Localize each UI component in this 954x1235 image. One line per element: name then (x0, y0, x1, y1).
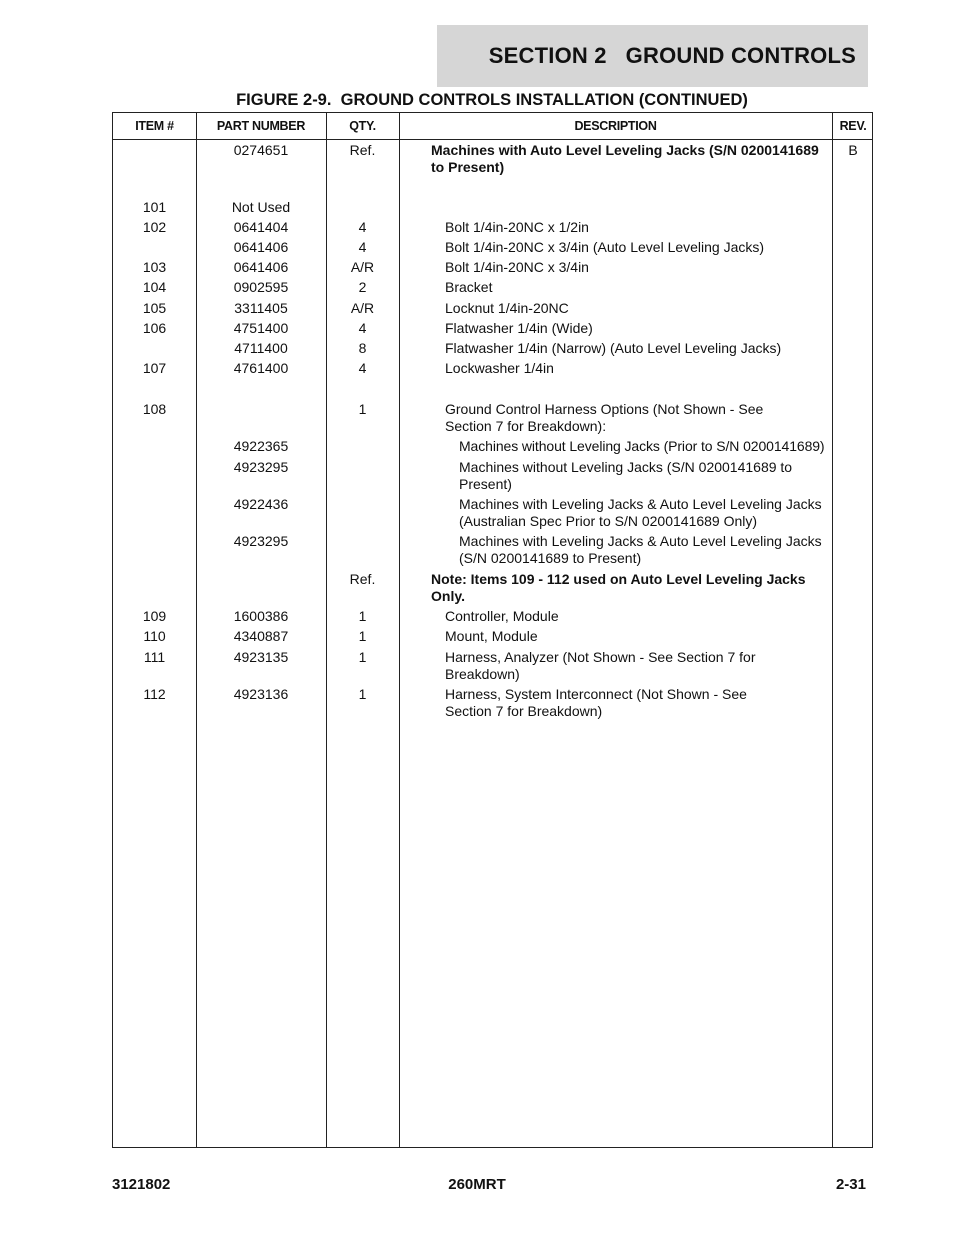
table-row (113, 219, 874, 239)
description-cell: Lockwasher 1/4in (445, 360, 554, 376)
item-cell: 102 (142, 219, 167, 235)
qty-cell: 1 (358, 686, 367, 702)
description-cell: Note: Items 109 - 112 used on Auto Level Leveling Jacks Only. (431, 571, 806, 604)
description-cell: Controller, Module (445, 608, 559, 624)
header-description: DESCRIPTION (574, 119, 657, 133)
section-title: SECTION 2 GROUND CONTROLS (488, 43, 856, 68)
item-cell: 107 (142, 360, 167, 376)
item-cell: 108 (142, 401, 167, 417)
qty-cell: 1 (358, 608, 367, 624)
description-cell: Bolt 1/4in-20NC x 3/4in (Auto Level Leveling Jacks) (445, 239, 765, 255)
qty-cell: 4 (358, 219, 367, 235)
description-cell: Machines with Auto Level Leveling Jacks (S/N 0200141689 to Present) (431, 142, 819, 175)
qty-cell: 1 (358, 401, 367, 417)
qty-cell: 4 (358, 360, 367, 376)
description-cell: Locknut 1/4in-20NC (445, 300, 569, 316)
table-row (113, 142, 874, 199)
table-row (113, 533, 874, 571)
qty-cell: Ref. (349, 571, 376, 587)
part-number-cell: 4922365 (233, 438, 289, 454)
description-cell: Bracket (445, 279, 493, 295)
qty-cell: 8 (358, 340, 367, 356)
item-cell: 106 (142, 320, 167, 336)
qty-cell: 1 (358, 628, 367, 644)
item-cell: 101 (142, 199, 167, 215)
parts-table (112, 112, 873, 1148)
figure-title: FIGURE 2-9. GROUND CONTROLS INSTALLATION (CONTINUED) (236, 91, 748, 109)
section-banner (437, 25, 868, 87)
table-row (113, 239, 874, 259)
table-row (113, 360, 874, 401)
item-cell: 103 (142, 259, 167, 275)
part-number-cell: 0274651 (233, 142, 289, 158)
part-number-cell: 0641406 (233, 259, 289, 275)
item-cell: 111 (143, 649, 166, 665)
part-number-cell: 1600386 (233, 608, 289, 624)
footer-document-number: 3121802 (112, 1176, 171, 1193)
part-number-cell: 4923295 (233, 459, 289, 475)
table-row (113, 401, 874, 438)
qty-cell: A/R (350, 259, 375, 275)
part-number-cell: 0641406 (233, 239, 289, 255)
table-row (113, 628, 874, 649)
qty-cell: A/R (350, 300, 375, 316)
header-part-number: PART NUMBER (216, 119, 306, 133)
header-qty: QTY. (349, 119, 376, 133)
part-number-cell: 0641404 (233, 219, 289, 235)
table-row (113, 340, 874, 360)
table-row (113, 649, 874, 686)
qty-cell: 4 (358, 239, 367, 255)
footer-model: 260MRT (448, 1176, 506, 1193)
rev-cell: B (848, 142, 858, 158)
description-cell: Flatwasher 1/4in (Wide) (445, 320, 593, 336)
table-row (113, 259, 874, 279)
footer-page-number: 2-31 (835, 1176, 866, 1193)
part-number-cell: 4340887 (233, 628, 289, 644)
part-number-cell: 4761400 (233, 360, 289, 376)
part-number-cell: 3311405 (234, 300, 288, 316)
description-cell: Mount, Module (445, 628, 538, 644)
description-cell: Bolt 1/4in-20NC x 1/2in (445, 219, 589, 235)
part-number-cell: 4751400 (233, 320, 289, 336)
table-row (113, 496, 874, 533)
description-cell: Machines with Leveling Jacks & Auto Level Leveling Jacks (S/N 0200141689 to Present) (459, 533, 822, 566)
table-row (113, 608, 874, 628)
table-body (113, 142, 874, 723)
table-row (113, 438, 874, 459)
item-cell: 104 (142, 279, 167, 295)
part-number-cell: 4923136 (233, 686, 289, 702)
qty-cell: Ref. (349, 142, 376, 158)
table-row (113, 686, 874, 723)
item-cell: 110 (143, 628, 166, 644)
description-cell: Harness, Analyzer (Not Shown - See Section 7 for Breakdown) (445, 649, 756, 682)
table-row (113, 199, 874, 219)
description-cell: Harness, System Interconnect (Not Shown - See Section 7 for Breakdown) (445, 686, 747, 719)
description-cell: Machines with Leveling Jacks & Auto Level Leveling Jacks (Australian Spec Prior to S/N 0200141689 Only) (459, 496, 822, 529)
part-number-cell: 4922436 (233, 496, 289, 512)
description-cell: Machines without Leveling Jacks (S/N 0200141689 to Present) (459, 459, 793, 492)
description-cell: Ground Control Harness Options (Not Shown - See Section 7 for Breakdown): (445, 401, 764, 434)
table-row (113, 571, 874, 608)
description-cell: Flatwasher 1/4in (Narrow) (Auto Level Leveling Jacks) (445, 340, 782, 356)
part-number-cell: Not Used (231, 199, 291, 215)
table-row (113, 279, 874, 300)
qty-cell: 2 (358, 279, 367, 295)
part-number-cell: 0902595 (233, 279, 289, 295)
table-row (113, 320, 874, 340)
qty-cell: 1 (358, 649, 367, 665)
item-cell: 112 (143, 686, 166, 702)
part-number-cell: 4711400 (234, 340, 288, 356)
header-item: ITEM # (135, 119, 174, 133)
part-number-cell: 4923135 (233, 649, 289, 665)
item-cell: 105 (142, 300, 167, 316)
description-cell: Bolt 1/4in-20NC x 3/4in (445, 259, 589, 275)
item-cell: 109 (142, 608, 167, 624)
description-cell: Machines without Leveling Jacks (Prior to S/N 0200141689) (459, 438, 825, 454)
qty-cell: 4 (358, 320, 367, 336)
table-row (113, 459, 874, 496)
table-row (113, 300, 874, 320)
header-divider (113, 139, 872, 140)
header-rev: REV. (839, 119, 867, 133)
part-number-cell: 4923295 (233, 533, 289, 549)
